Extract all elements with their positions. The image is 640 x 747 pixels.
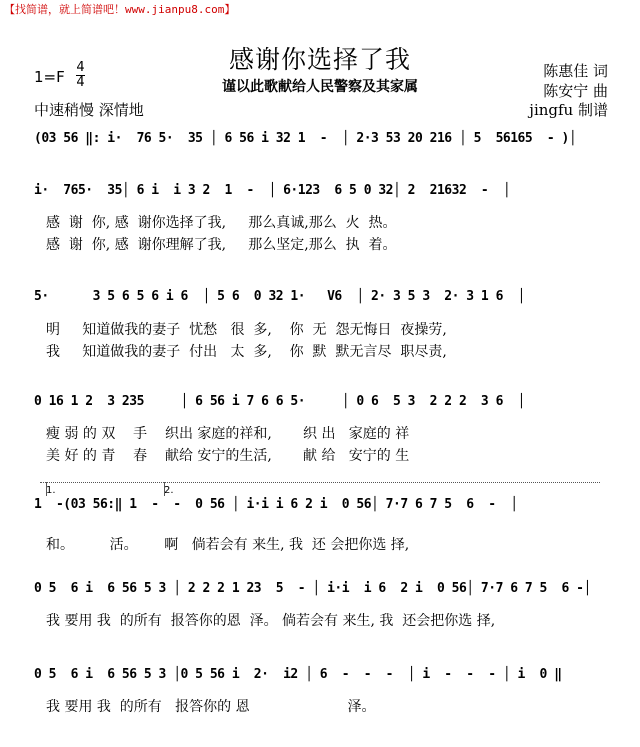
- lyrics-line-4-verse-2: 美 好 的 青 春 献给 安宁的生活, 献 给 安宁的 生: [46, 448, 410, 464]
- time-top: 4: [76, 60, 85, 75]
- lyrics-line-7: 我 要用 我 的所有 报答你的 恩 泽。: [46, 699, 376, 715]
- volta-second-start: [164, 482, 165, 496]
- arranger: jingfu 制谱: [529, 101, 608, 119]
- notation-line-2: i· 765· 35│ 6 i i 3 2 1 - │ 6·123 6 5 0 32│ 2 21632 - │: [34, 183, 511, 198]
- song-title: 感谢你选择了我: [228, 45, 411, 74]
- lyrics-line-3-verse-1: 明 知道做我的妻子 忧愁 很 多, 你 无 怨无悔日 夜操劳,: [46, 322, 447, 338]
- lyrics-line-2-verse-2: 感 谢 你, 感 谢你理解了我, 那么坚定,那么 执 着。: [46, 237, 397, 253]
- notation-line-7: 0 5 6 i 6 56 5 3 │0 5 56 i 2· i2 │ 6 - - - │ i - - - │ i 0 ‖: [34, 667, 562, 682]
- lyrics-line-4-verse-1: 瘦 弱 的 双 手 织出 家庭的祥和, 织 出 家庭的 祥: [46, 426, 410, 442]
- lyrics-line-3-verse-2: 我 知道做我的妻子 付出 太 多, 你 默 默无言尽 职尽责,: [46, 344, 447, 360]
- volta-second: 2.: [164, 485, 174, 496]
- composer: 陈安宁 曲: [543, 82, 608, 100]
- notation-line-5: 1 -(03 56:‖ 1 - - 0 56 │ i·i i 6 2 i 0 56│ 7·7 6 7 5 6 - │: [34, 497, 518, 512]
- time-bottom: 4: [76, 75, 85, 90]
- volta-bracket: [40, 482, 600, 496]
- time-signature: [76, 61, 85, 90]
- tempo-marking: 中速稍慢 深情地: [34, 101, 144, 119]
- volta-first-start: [46, 482, 47, 496]
- key-signature: 1=F: [34, 68, 65, 86]
- dedication-subtitle: 谨以此歌献给人民警察及其家属: [222, 79, 418, 95]
- watermark: 【找简谱，就上简谱吧！www.jianpu8.com】: [4, 3, 236, 16]
- volta-first: 1.: [46, 485, 56, 496]
- notation-line-1: (03 56 ‖: i· 76 5· 35 │ 6 56 i 32 1 - │ 2·3 53 20 216 │ 5 56165 - )│: [34, 131, 577, 146]
- notation-line-3: 5· 3 5 6 5 6 i 6 │ 5 6 0 32 1· V6 │ 2· 3 5 3 2· 3 1 6 │: [34, 289, 525, 304]
- lyrics-line-5: 和。 活。 啊 倘若会有 来生, 我 还 会把你选 择,: [46, 537, 410, 553]
- notation-line-6: 0 5 6 i 6 56 5 3 │ 2 2 2 1 23 5 - │ i·i i 6 2 i 0 56│ 7·7 6 7 5 6 -│: [34, 581, 591, 596]
- lyricist: 陈惠佳 词: [543, 62, 608, 80]
- lyrics-line-2-verse-1: 感 谢 你, 感 谢你选择了我, 那么真诚,那么 火 热。: [46, 215, 397, 231]
- notation-line-4: 0 16 1 2 3 235 │ 6 56 i 7 6 6 5· │ 0 6 5 3 2 2 2 3 6 │: [34, 394, 525, 409]
- lyrics-line-6: 我 要用 我 的所有 报答你的恩 泽。 倘若会有 来生, 我 还会把你选 择,: [46, 613, 496, 629]
